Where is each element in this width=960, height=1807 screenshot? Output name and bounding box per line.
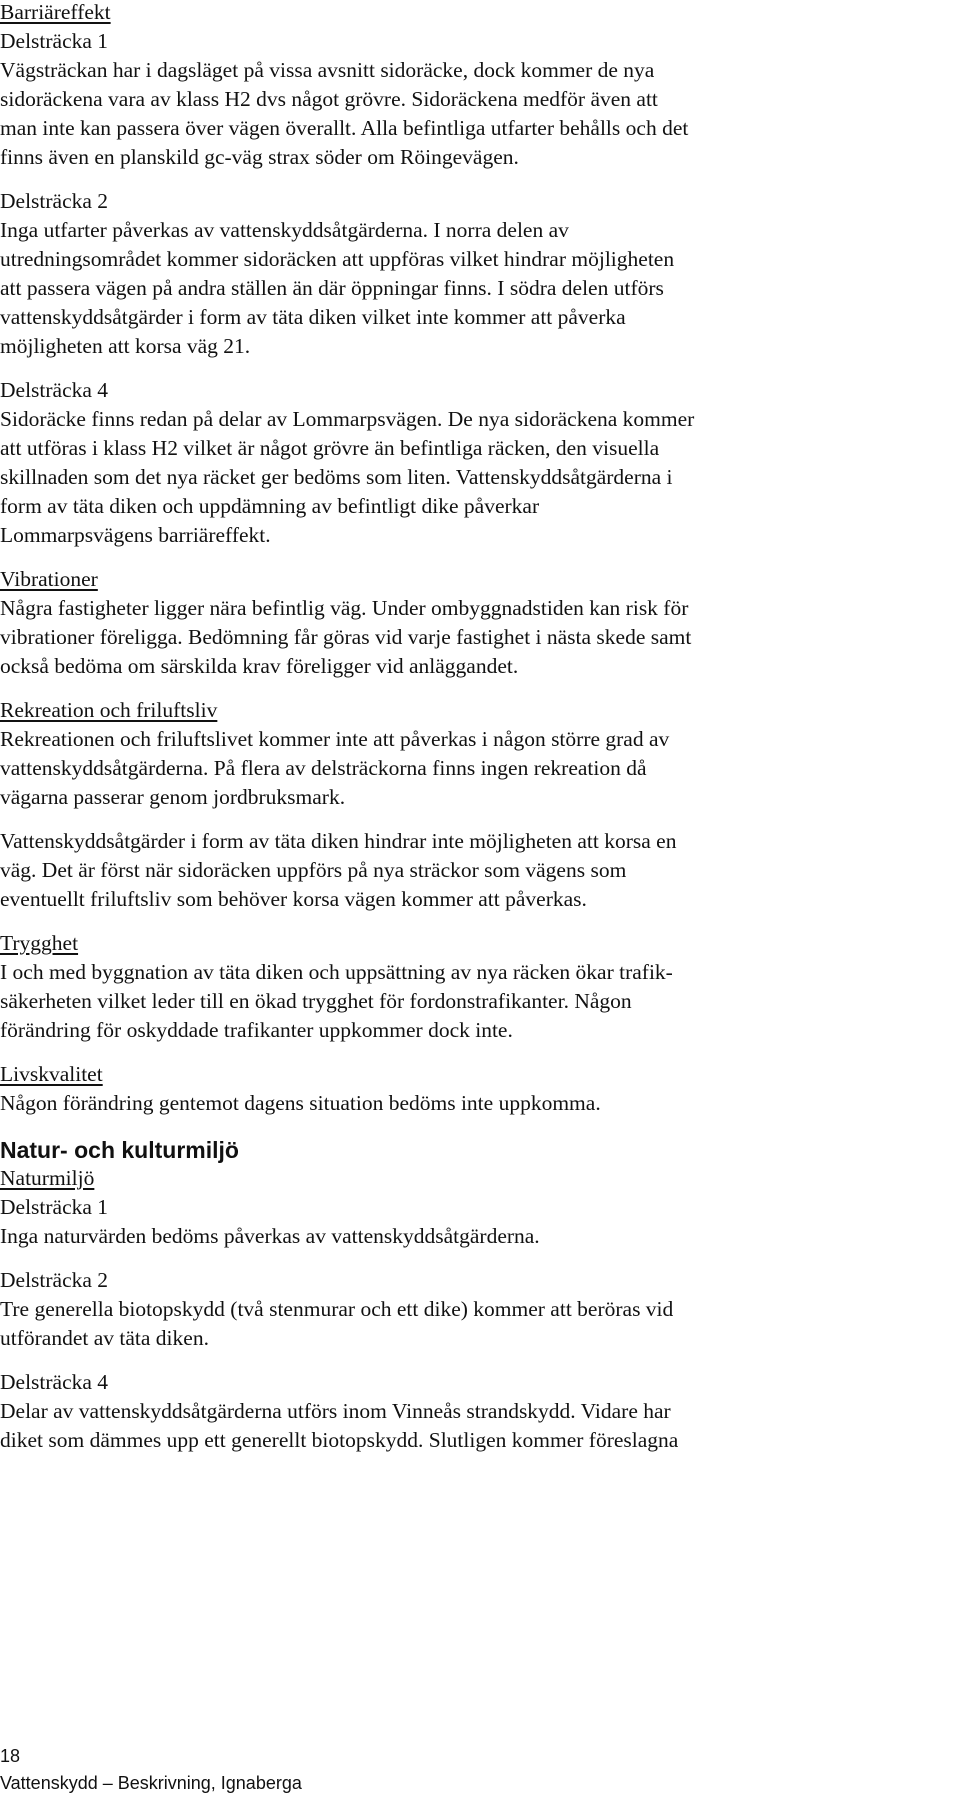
paragraph-line: form av täta diken och uppdämning av befintligt dike påverkar: [0, 494, 540, 518]
paragraph-line: eventuellt friluftsliv som behöver korsa vägen kommer att påverkas.: [0, 887, 587, 911]
paragraph-line: Tre generella biotopskydd (två stenmurar och ett dike) kommer att beröras vid: [0, 1297, 674, 1321]
paragraph-line: Några fastigheter ligger nära befintlig väg. Under ombyggnadstiden kan risk för: [0, 596, 689, 620]
paragraph-line: också bedöma om särskilda krav föreligger vid anläggandet.: [0, 654, 519, 678]
section-heading-vibrationer: Vibrationer: [0, 567, 98, 591]
paragraph-line: I och med byggnation av täta diken och uppsättning av nya räcken ökar trafik-: [0, 960, 673, 984]
page-number: 18: [0, 1746, 21, 1766]
subheading-delstracka-2: Delsträcka 2: [0, 189, 109, 213]
paragraph-line: Rekreationen och friluftslivet kommer inte att påverkas i någon större grad av: [0, 727, 670, 751]
section-heading-trygghet: Trygghet: [0, 931, 79, 955]
paragraph-line: vattenskyddsåtgärderna. På flera av delsträckorna finns ingen rekreation då: [0, 756, 647, 780]
paragraph-line: utredningsområdet kommer sidoräcken att uppföras vilket hindrar möjligheten: [0, 247, 675, 271]
paragraph-line: Vattenskyddsåtgärder i form av täta diken hindrar inte möjligheten att korsa en: [0, 829, 677, 853]
subheading-delstracka-2: Delsträcka 2: [0, 1268, 109, 1292]
paragraph-line: Lommarpsvägens barriäreffekt.: [0, 523, 271, 547]
paragraph-line: vibrationer föreligga. Bedömning får göras vid varje fastighet i nästa skede samt: [0, 625, 692, 649]
paragraph-line: Inga naturvärden bedöms påverkas av vattenskyddsåtgärderna.: [0, 1224, 540, 1248]
paragraph-line: säkerheten vilket leder till en ökad trygghet för fordonstrafikanter. Någon: [0, 989, 632, 1013]
paragraph-line: att utföras i klass H2 vilket är något grövre än befintliga räcken, den visuella: [0, 436, 660, 460]
subheading-delstracka-4: Delsträcka 4: [0, 1370, 109, 1394]
section-heading-naturmiljo: Naturmiljö: [0, 1166, 95, 1190]
paragraph-line: man inte kan passera över vägen överallt. Alla befintliga utfarter behålls och det: [0, 116, 689, 140]
section-heading-livskvalitet: Livskvalitet: [0, 1062, 103, 1086]
paragraph-line: sidoräckena vara av klass H2 dvs något grövre. Sidoräckena medför även att: [0, 87, 658, 111]
section-heading-rekreation: Rekreation och friluftsliv: [0, 698, 218, 722]
paragraph-line: Sidoräcke finns redan på delar av Lommarpsvägen. De nya sidoräckena kommer: [0, 407, 695, 431]
paragraph-line: vägarna passerar genom jordbruksmark.: [0, 785, 346, 809]
section-heading-barriareffekt: Barriäreffekt: [0, 0, 111, 24]
footer-document-title: Vattenskydd – Beskrivning, Ignaberga: [0, 1773, 302, 1793]
paragraph-line: finns även en planskild gc-väg strax söder om Röingevägen.: [0, 145, 519, 169]
section-title-natur-och-kulturmiljo: Natur- och kulturmiljö: [0, 1137, 239, 1163]
paragraph-line: förändring för oskyddade trafikanter uppkommer dock inte.: [0, 1018, 513, 1042]
subheading-delstracka-1: Delsträcka 1: [0, 1195, 109, 1219]
subheading-delstracka-4: Delsträcka 4: [0, 378, 109, 402]
paragraph-line: Vägsträckan har i dagsläget på vissa avsnitt sidoräcke, dock kommer de nya: [0, 58, 655, 82]
paragraph-line: Någon förändring gentemot dagens situation bedöms inte uppkomma.: [0, 1091, 601, 1115]
paragraph-line: att passera vägen på andra ställen än där öppningar finns. I södra delen utförs: [0, 276, 664, 300]
subheading-delstracka-1: Delsträcka 1: [0, 29, 109, 53]
paragraph-line: möjligheten att korsa väg 21.: [0, 334, 251, 358]
paragraph-line: skillnaden som det nya räcket ger bedöms som liten. Vattenskyddsåtgärderna i: [0, 465, 673, 489]
paragraph-line: vattenskyddsåtgärder i form av täta diken vilket inte kommer att påverka: [0, 305, 626, 329]
paragraph-line: Inga utfarter påverkas av vattenskyddsåtgärderna. I norra delen av: [0, 218, 569, 242]
paragraph-line: väg. Det är först när sidoräcken uppförs på nya sträckor som vägens som: [0, 858, 627, 882]
paragraph-line: Delar av vattenskyddsåtgärderna utförs inom Vinneås strandskydd. Vidare har: [0, 1399, 671, 1423]
paragraph-line: utförandet av täta diken.: [0, 1326, 209, 1350]
paragraph-line: diket som dämmes upp ett generellt biotopskydd. Slutligen kommer föreslagna: [0, 1428, 679, 1452]
